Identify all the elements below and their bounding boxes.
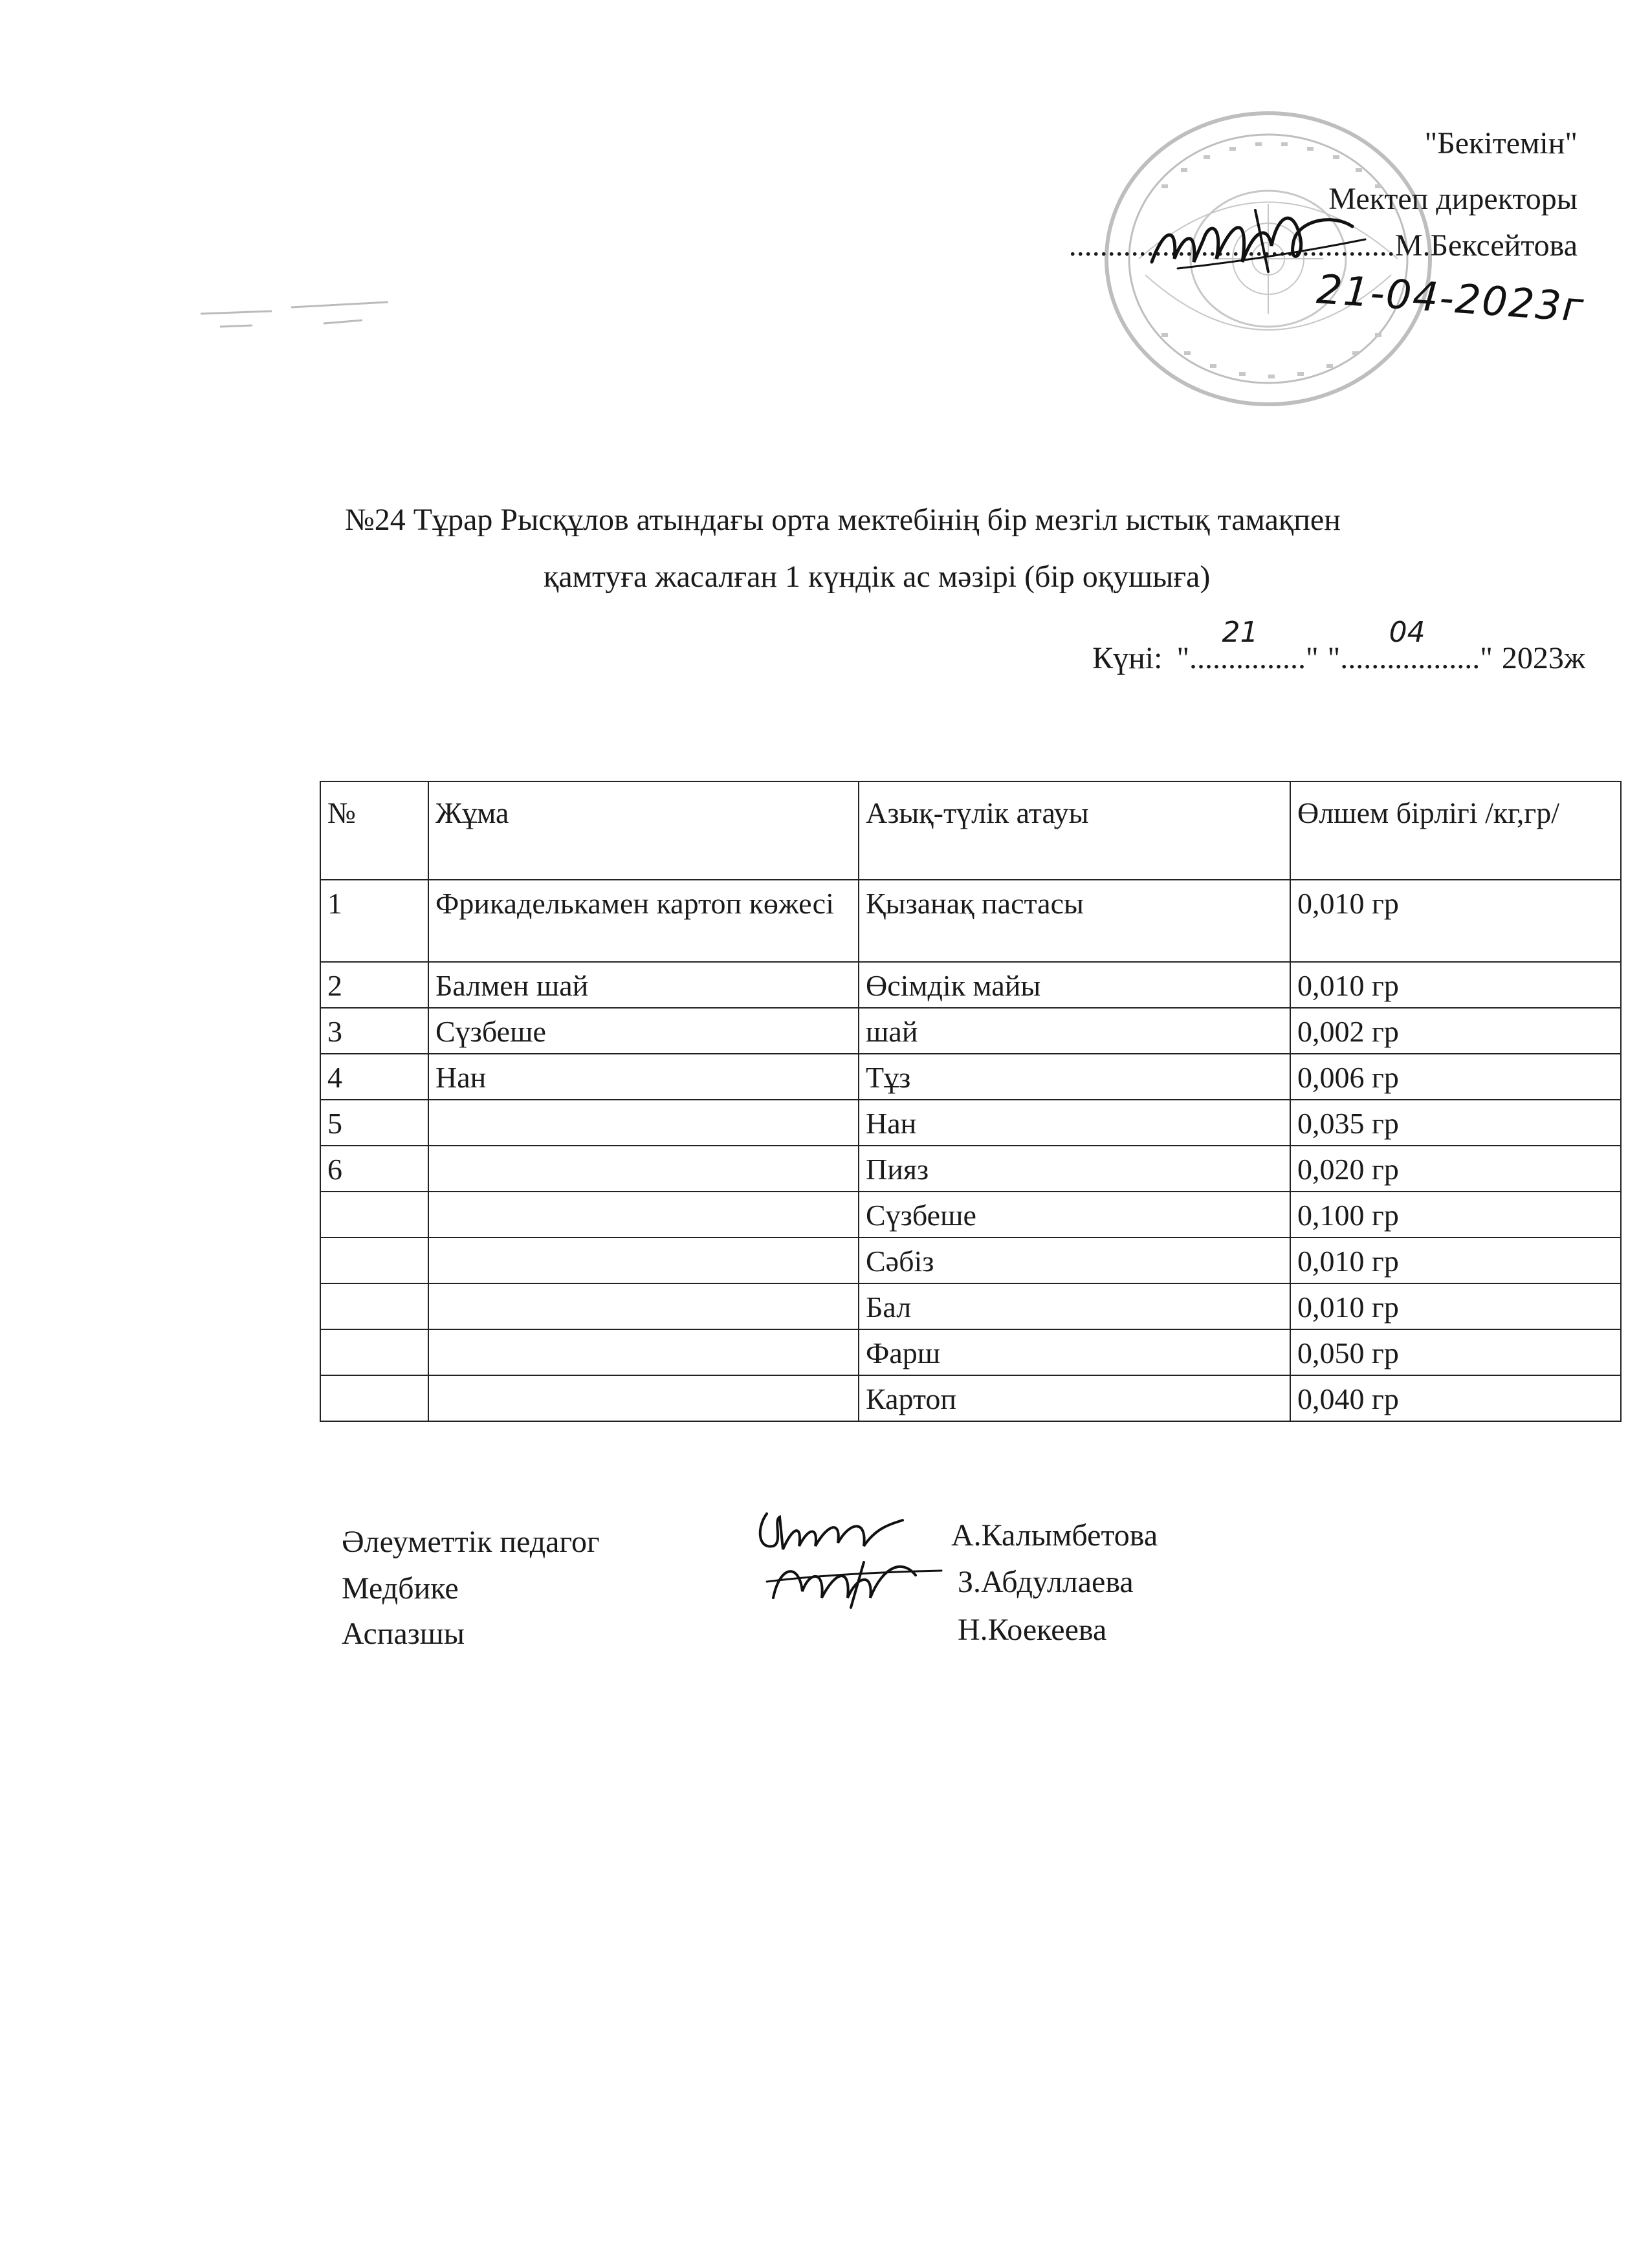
- cell-amount: 0,006 гр: [1290, 1054, 1621, 1100]
- cell-product: Нан: [859, 1100, 1290, 1146]
- signatory-role-nurse: Медбике: [342, 1571, 459, 1606]
- cell-number: [320, 1375, 428, 1421]
- date-year: 2023ж: [1501, 641, 1585, 675]
- cell-product: Картоп: [859, 1375, 1290, 1421]
- header-dish: Жұма: [428, 781, 859, 880]
- cell-dish: [428, 1375, 859, 1421]
- document-title-line-1: №24 Тұрар Рысқұлов атындағы орта мектебінің бір мезгіл ыстық тамақпен: [345, 503, 1341, 537]
- cell-amount: 0,010 гр: [1290, 962, 1621, 1008]
- table-row: [320, 1192, 1621, 1238]
- date-day-handwritten: 21: [1222, 616, 1259, 649]
- cell-amount: 0,010 гр: [1290, 880, 1621, 962]
- header-product: Азық-түлік атауы: [859, 781, 1290, 880]
- table-row: [320, 1375, 1621, 1421]
- scan-smudge-icon: [194, 288, 401, 340]
- cell-dish: [428, 1146, 859, 1192]
- approval-title: "Бекітемін": [1424, 126, 1578, 160]
- cell-number: 2: [320, 962, 428, 1008]
- cell-number: 6: [320, 1146, 428, 1192]
- cell-dish: Балмен шай: [428, 962, 859, 1008]
- table-row: [320, 962, 1621, 1008]
- date-day-field: [1176, 616, 1319, 676]
- staff-signatures-icon: [754, 1501, 948, 1624]
- cell-product: Сүзбеше: [859, 1192, 1290, 1238]
- table-row: [320, 880, 1621, 962]
- header-unit: Өлшем бірлігі /кг,гр/: [1290, 781, 1621, 880]
- date-day-dots: "...............": [1176, 641, 1319, 675]
- cell-number: 1: [320, 880, 428, 962]
- approval-handwritten-date: 21-04-2023г: [1315, 265, 1587, 331]
- table-row: [320, 1146, 1621, 1192]
- cell-product: Қызанақ пастасы: [859, 880, 1290, 962]
- table-row: [320, 1329, 1621, 1375]
- cell-dish: [428, 1192, 859, 1238]
- cell-number: 4: [320, 1054, 428, 1100]
- cell-product: шай: [859, 1008, 1290, 1054]
- cell-product: Фарш: [859, 1329, 1290, 1375]
- signatory-role-cook: Аспазшы: [342, 1617, 465, 1651]
- cell-dish: [428, 1100, 859, 1146]
- header-number: №: [320, 781, 428, 880]
- cell-product: Пияз: [859, 1146, 1290, 1192]
- table-row: [320, 1054, 1621, 1100]
- cell-amount: 0,020 гр: [1290, 1146, 1621, 1192]
- cell-dish: Сүзбеше: [428, 1008, 859, 1054]
- menu-table: [320, 781, 1622, 1422]
- cell-product: Өсімдік майы: [859, 962, 1290, 1008]
- signatory-name-kalymbetova: А.Калымбетова: [951, 1518, 1158, 1553]
- cell-product: Бал: [859, 1283, 1290, 1329]
- date-month-handwritten: 04: [1389, 616, 1425, 649]
- date-month-dots: "..................": [1327, 641, 1493, 675]
- cell-number: [320, 1283, 428, 1329]
- cell-amount: 0,010 гр: [1290, 1283, 1621, 1329]
- cell-dish: [428, 1283, 859, 1329]
- cell-dish: Нан: [428, 1054, 859, 1100]
- table-row: [320, 1238, 1621, 1283]
- cell-dish: Фрикаделькамен картоп көжесі: [428, 880, 859, 962]
- approval-role: Мектеп директоры: [1328, 182, 1578, 216]
- document-title-line-2: қамтуға жасалған 1 күндік ас мәзірі (бір оқушыға): [544, 560, 1211, 594]
- cell-amount: 0,010 гр: [1290, 1238, 1621, 1283]
- signatory-role-social-pedagogue: Әлеуметтік педагог: [342, 1525, 600, 1559]
- cell-number: [320, 1329, 428, 1375]
- table-row: [320, 1283, 1621, 1329]
- cell-number: 5: [320, 1100, 428, 1146]
- cell-product: Сәбіз: [859, 1238, 1290, 1283]
- table-header-row: [320, 781, 1621, 880]
- cell-dish: [428, 1329, 859, 1375]
- cell-number: [320, 1238, 428, 1283]
- signatory-name-koekeeva: Н.Коекеева: [958, 1613, 1107, 1647]
- cell-dish: [428, 1238, 859, 1283]
- cell-number: 3: [320, 1008, 428, 1054]
- cell-amount: 0,100 гр: [1290, 1192, 1621, 1238]
- date-month-field: [1327, 616, 1493, 676]
- cell-amount: 0,002 гр: [1290, 1008, 1621, 1054]
- signatory-name-abdullaeva: З.Абдуллаева: [958, 1565, 1134, 1599]
- director-name: М.Бексейтова: [1394, 228, 1578, 263]
- signature-dots: ..........................................: [1068, 228, 1395, 263]
- date-line: [1092, 616, 1585, 676]
- date-label: Күні:: [1092, 641, 1163, 675]
- cell-product: Тұз: [859, 1054, 1290, 1100]
- cell-amount: 0,050 гр: [1290, 1329, 1621, 1375]
- table-row: [320, 1008, 1621, 1054]
- table-row: [320, 1100, 1621, 1146]
- cell-amount: 0,040 гр: [1290, 1375, 1621, 1421]
- cell-amount: 0,035 гр: [1290, 1100, 1621, 1146]
- cell-number: [320, 1192, 428, 1238]
